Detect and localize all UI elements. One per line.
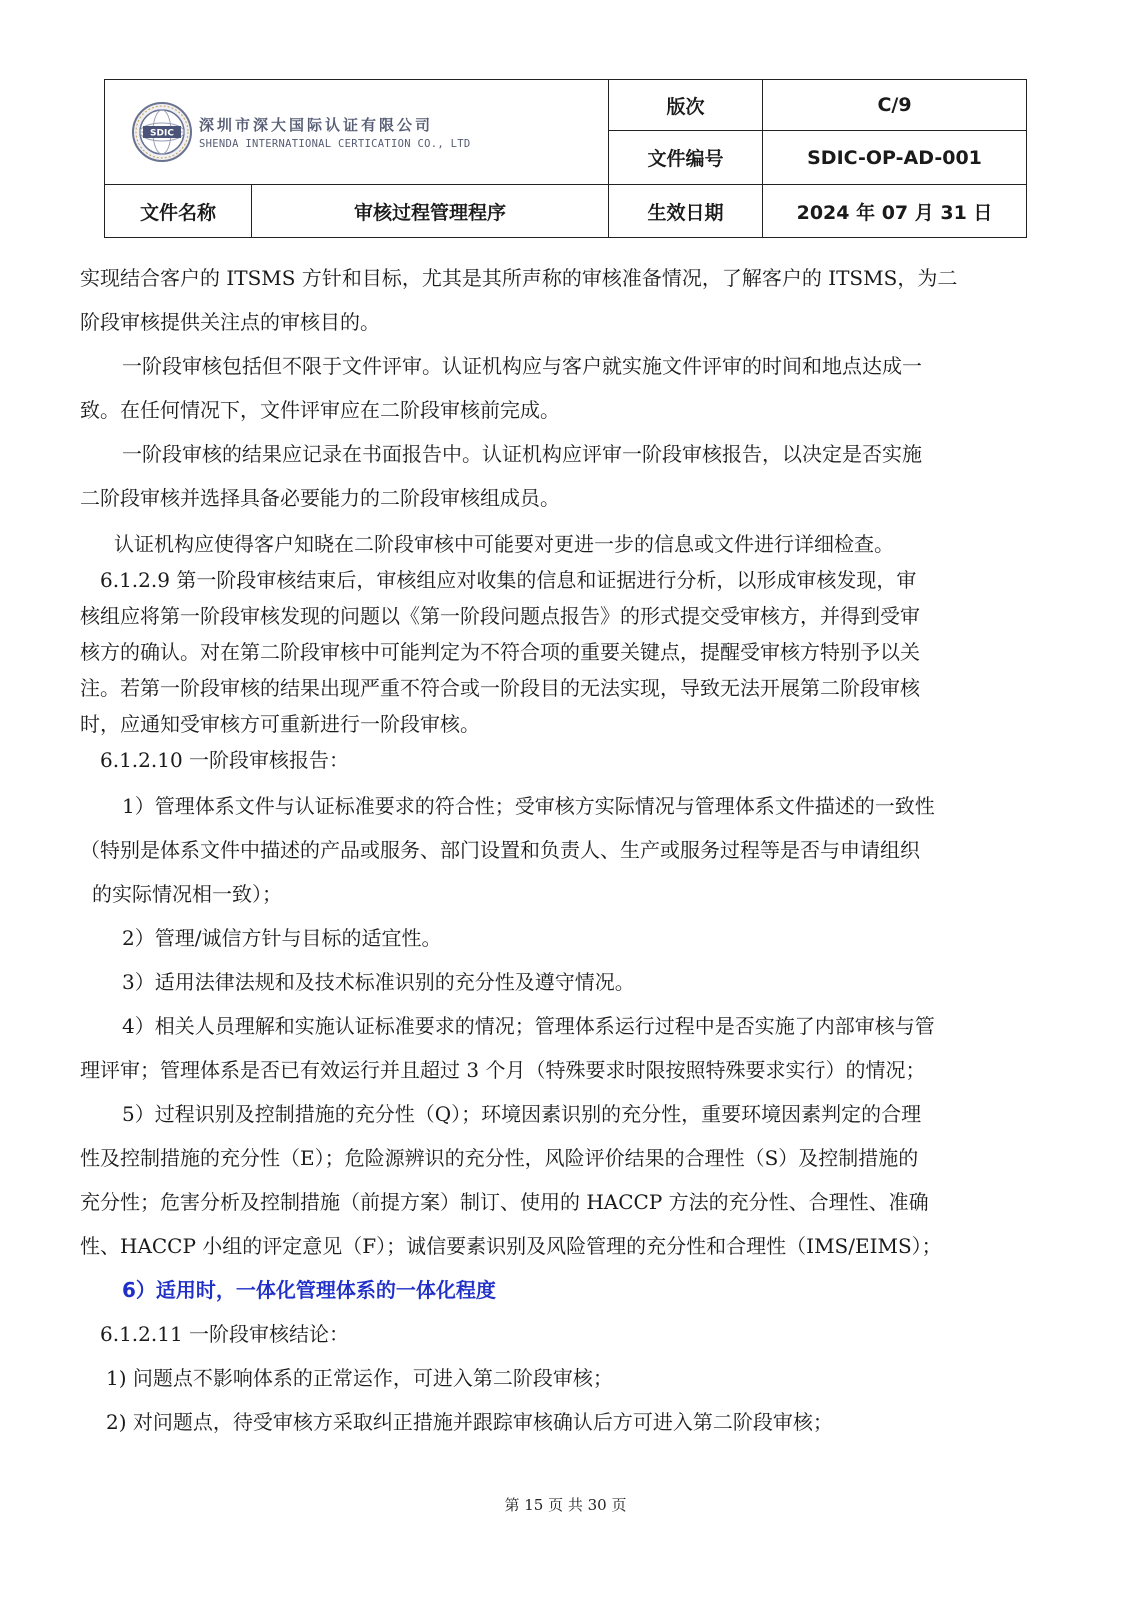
company-name-en: SHENDA INTERNATIONAL CERTICATION CO., LTD: [199, 138, 471, 150]
body-line: 核方的确认。对在第二阶段审核中可能判定为不符合项的重要关键点，提醒受审核方特别予以关: [80, 640, 920, 664]
document-number-value: SDIC-OP-AD-001: [763, 131, 1027, 185]
list-item: 1) 问题点不影响体系的正常运作，可进入第二阶段审核；: [106, 1366, 613, 1390]
body-line: 阶段审核提供关注点的审核目的。: [80, 310, 380, 334]
document-number-label: 文件编号: [609, 131, 763, 185]
document-name-label: 文件名称: [105, 185, 252, 238]
effective-date-label: 生效日期: [609, 185, 763, 238]
version-value: C/9: [763, 80, 1027, 131]
body-line: 二阶段审核并选择具备必要能力的二阶段审核组成员。: [80, 486, 560, 510]
company-seal-logo: [131, 101, 193, 163]
highlighted-list-item: 6）适用时，一体化管理体系的一体化程度: [122, 1278, 496, 1302]
list-item: 2）管理/诚信方针与目标的适宜性。: [122, 926, 442, 950]
body-line: 时，应通知受审核方可重新进行一阶段审核。: [80, 712, 480, 736]
version-label: 版次: [609, 80, 763, 131]
effective-date-value: 2024 年 07 月 31 日: [763, 185, 1027, 238]
company-name-cn: 深圳市深大国际认证有限公司: [199, 116, 434, 134]
body-line: 的实际情况相一致）；: [92, 882, 282, 906]
list-item: 2) 对问题点，待受审核方采取纠正措施并跟踪审核确认后方可进入第二阶段审核；: [106, 1410, 833, 1434]
company-logo-cell: [105, 80, 609, 185]
list-item: 5）过程识别及控制措施的充分性（Q）；环境因素识别的充分性，重要环境因素判定的合理: [122, 1102, 922, 1126]
clause-6-1-2-10-heading: 6.1.2.10 一阶段审核报告：: [100, 748, 350, 772]
body-line: 性及控制措施的充分性（E）；危险源辨识的充分性，风险评价结果的合理性（S）及控制措施的: [80, 1146, 919, 1170]
body-line: 实现结合客户的 ITSMS 方针和目标，尤其是其所声称的审核准备情况，了解客户的 ITSMS，为二: [80, 266, 958, 290]
page-number: 第 15 页 共 30 页: [504, 1496, 627, 1514]
body-line: 理评审；管理体系是否已有效运行并且超过 3 个月（特殊要求时限按照特殊要求实行）的情况；: [80, 1058, 926, 1082]
list-item: 3）适用法律法规和及技术标准识别的充分性及遵守情况。: [122, 970, 635, 994]
list-item: 1）管理体系文件与认证标准要求的符合性；受审核方实际情况与管理体系文件描述的一致性: [122, 794, 935, 818]
document-name-value: 审核过程管理程序: [252, 185, 609, 238]
logo-abbr: SDIC: [150, 128, 174, 139]
clause-6-1-2-9: 6.1.2.9 第一阶段审核结束后，审核组应对收集的信息和证据进行分析，以形成审核发现，审: [100, 568, 917, 592]
clause-6-1-2-11-heading: 6.1.2.11 一阶段审核结论：: [100, 1322, 350, 1346]
document-body: [80, 256, 1040, 1444]
body-line: 性、HACCP 小组的评定意见（F）；诚信要素识别及风险管理的充分性和合理性（IMS/EIMS）；: [80, 1234, 942, 1258]
body-line: 认证机构应使得客户知晓在二阶段审核中可能要对更进一步的信息或文件进行详细检查。: [114, 532, 894, 556]
body-line: 充分性；危害分析及控制措施（前提方案）制订、使用的 HACCP 方法的充分性、合理性、准确: [80, 1190, 929, 1214]
body-line: 一阶段审核的结果应记录在书面报告中。认证机构应评审一阶段审核报告，以决定是否实施: [122, 442, 922, 466]
body-line: 核组应将第一阶段审核发现的问题以《第一阶段问题点报告》的形式提交受审核方，并得到受审: [80, 604, 920, 628]
body-line: 注。若第一阶段审核的结果出现严重不符合或一阶段目的无法实现，导致无法开展第二阶段审核: [80, 676, 920, 700]
body-line: 致。在任何情况下，文件评审应在二阶段审核前完成。: [80, 398, 560, 422]
document-header-table: [104, 79, 1027, 238]
body-line: 一阶段审核包括但不限于文件评审。认证机构应与客户就实施文件评审的时间和地点达成一: [122, 354, 922, 378]
body-line: （特别是体系文件中描述的产品或服务、部门设置和负责人、生产或服务过程等是否与申请组织: [80, 838, 920, 862]
list-item: 4）相关人员理解和实施认证标准要求的情况；管理体系运行过程中是否实施了内部审核与管: [122, 1014, 935, 1038]
